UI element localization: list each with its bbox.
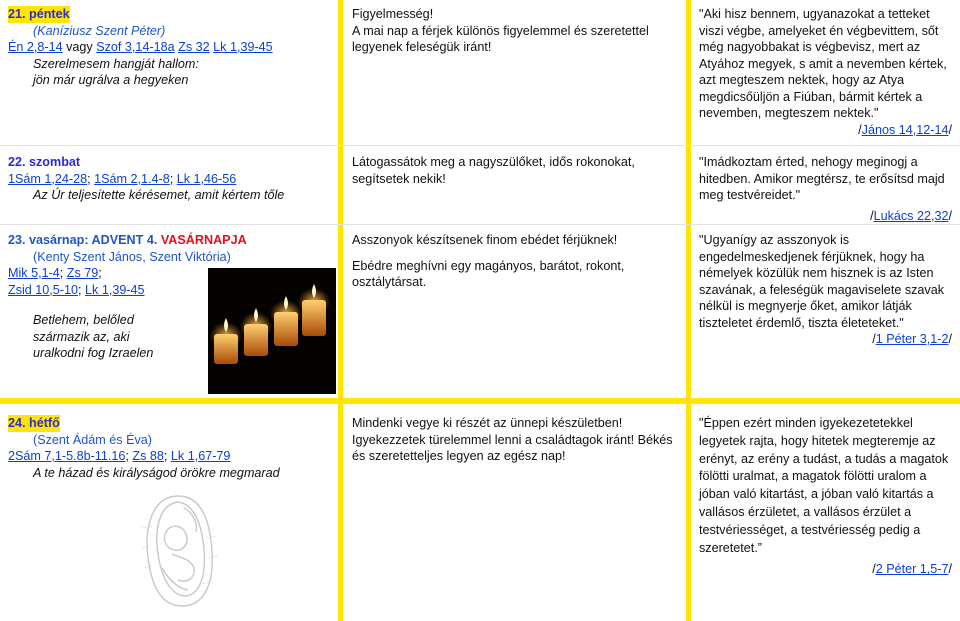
- reading-link[interactable]: Lk 1,39-45: [85, 282, 145, 297]
- day-cell-21: [0, 2, 337, 93]
- quote-text: "Aki hisz bennem, ugyanazokat a tetteket viszi végbe, amelyeket én végbevittem, sőt még nagyobbakat is végbevisz, mert az Atyához megyek, s amit a nevemben kértek, azt megteszem nektek, hogy az Atya megdicsőüljön a Fiúban, bármit kértek a nevemben, megteszem nektek.": [699, 7, 947, 120]
- saint-name: (Kaníziusz Szent Péter): [33, 23, 166, 38]
- saint-name: (Szent Ádám és Éva): [33, 432, 152, 447]
- task-text: Látogassátok meg a nagyszülőket, idős rokonokat, segítsetek nekik!: [352, 155, 635, 186]
- reading-link[interactable]: Zsid 10,5-10: [8, 282, 79, 297]
- task-cell-23: [343, 228, 686, 295]
- reading-link[interactable]: 1Sám 1,24-28: [8, 171, 88, 186]
- readings: [8, 448, 329, 465]
- quote-reference: /2 Péter 1,5-7/: [872, 562, 952, 577]
- day-title-prefix: 23. vasárnap: ADVENT 4.: [8, 233, 161, 247]
- quote-cell-24: [691, 411, 960, 582]
- quote-reference: /János 14,12-14/: [858, 122, 952, 137]
- reading-separator: ;: [125, 449, 133, 463]
- quote-reference: /1 Péter 3,1-2/: [872, 332, 952, 346]
- reading-link[interactable]: Mik 5,1-4: [8, 266, 60, 280]
- reading-separator: ;: [169, 171, 177, 186]
- row-rule: [0, 145, 960, 146]
- reading-separator: ;: [98, 266, 102, 280]
- reading-link[interactable]: Lk 1,67-79: [170, 449, 231, 463]
- reading-link[interactable]: 2Sám 7,1-5.8b-11.16: [8, 449, 126, 463]
- task-text: Asszonyok készítsenek finom ebédet férjüknek!: [352, 233, 618, 247]
- task-text: Mindenki vegye ki részét az ünnepi készületben! Igyekezzetek türelemmel lenni a családtagok iránt! Békés és szeretetteljes legyen az egész nap!: [352, 416, 673, 463]
- reference-link[interactable]: 1 Péter 3,1-2: [875, 332, 949, 346]
- verse-line: jön már ugrálva a hegyeken: [33, 73, 189, 87]
- verse-line: származik az, aki: [33, 329, 130, 344]
- reference-link[interactable]: Lukács 22,32: [873, 208, 949, 223]
- readings: [8, 171, 329, 188]
- quote-text: "Éppen ezért minden igyekezetetekkel legyetek rajta, hogy hitetek megteremje az erényt, az erény a tudást, a tudás a magatok fölötti uralmat, a magatok fölötti uralom a jóban való kitartást, a jóban való kitartás a vallásos érzületet, a vallásos érzület a testvériességet, a testvériesség pedig a szeretetet.”: [699, 416, 949, 555]
- reading-link[interactable]: Lk 1,39-45: [213, 40, 273, 54]
- day-cell-22: [0, 150, 337, 208]
- reading-separator: ;: [163, 449, 171, 463]
- verse-line: Betlehem, belőled: [33, 313, 134, 327]
- verse-line: Szerelmesem hangját hallom:: [33, 56, 199, 71]
- task-text: A mai nap a férjek különös figyelemmel és szeretettel legyenek feleségük iránt!: [352, 23, 649, 54]
- day-cell-24: [0, 411, 337, 485]
- day-title: 24. hétfő: [8, 416, 60, 430]
- row-divider: [0, 398, 960, 404]
- quote-cell-21: [691, 2, 960, 142]
- column-divider: [338, 0, 343, 621]
- reading-separator: ;: [59, 266, 67, 280]
- task-cell-21: [343, 2, 686, 60]
- quote-text: "Imádkoztam érted, nehogy meginogj a hitedben. Amikor megtérsz, te erősítsd majd meg testvéreidet.": [699, 155, 945, 202]
- quote-reference: /Lukács 22,32/: [870, 208, 952, 223]
- day-title-highlight: VASÁRNAPJA: [160, 233, 247, 247]
- saint-name: (Kenty Szent János, Szent Viktória): [33, 249, 231, 264]
- reading-separator: ;: [78, 282, 86, 297]
- day-title: [8, 232, 329, 249]
- reading-link[interactable]: Én 2,8-14: [8, 40, 63, 54]
- reading-link[interactable]: 1Sám 2,1.4-8: [94, 171, 170, 186]
- quote-cell-23: [691, 228, 960, 352]
- task-cell-24: [343, 411, 686, 469]
- verse-line: A te házad és királyságod örökre megmarad: [33, 465, 280, 480]
- reading-separator: ;: [87, 171, 95, 186]
- quote-cell-22: [691, 150, 960, 228]
- advent-candles-image: [208, 268, 336, 394]
- reading-link[interactable]: Zs 88: [132, 449, 164, 463]
- task-text: Ebédre meghívni egy magányos, barátot, rokont, osztálytársat.: [352, 258, 625, 289]
- reference-link[interactable]: 2 Péter 1,5-7: [875, 562, 949, 577]
- quote-text: "Ugyanígy az asszonyok is engedelmeskedjenek férjüknek, hogy ha némelyek közülük nem hisznek is az Isten szavának, a feleségük magaviselete szavak nélkül is megnyerje őket, amikor látják tiszteletet érdemlő, tiszta életeteket.": [699, 233, 945, 330]
- task-title: Figyelmesség!: [352, 7, 434, 21]
- reading-link[interactable]: Szof 3,14-18a: [96, 40, 175, 54]
- day-title: 21. péntek: [8, 7, 70, 21]
- reading-link[interactable]: Zs 32: [178, 40, 210, 54]
- holy-family-sketch: [132, 488, 224, 614]
- readings: [8, 39, 329, 56]
- reading-separator: vagy: [62, 40, 97, 54]
- verse-line: Az Úr teljesítette kérésemet, amit kértem tőle: [33, 188, 285, 202]
- reference-link[interactable]: János 14,12-14: [861, 122, 949, 137]
- task-cell-22: [343, 150, 686, 191]
- day-title: 22. szombat: [8, 155, 81, 169]
- verse-line: uralkodni fog Izraelen: [33, 346, 154, 360]
- reading-link[interactable]: Lk 1,46-56: [176, 171, 237, 186]
- reading-link[interactable]: Zs 79: [66, 266, 99, 280]
